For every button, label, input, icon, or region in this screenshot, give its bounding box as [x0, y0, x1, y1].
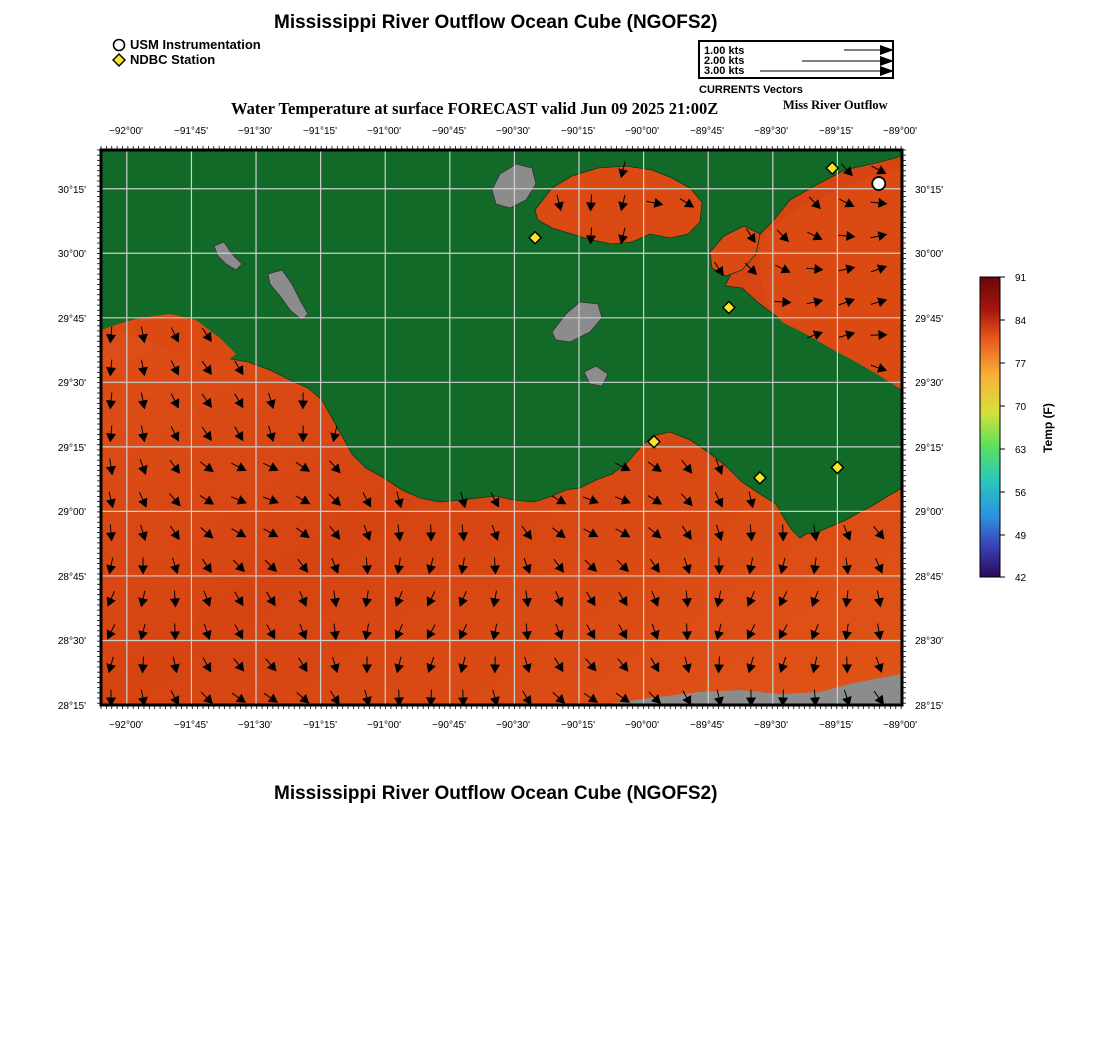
lon-label-bottom: −91°15' [303, 720, 337, 731]
lat-label-left: 30°15' [57, 185, 86, 196]
lat-label-right: 30°00' [915, 249, 944, 260]
colorbar-tick-label: 77 [1015, 359, 1027, 370]
colorbar-tick-label: 56 [1015, 488, 1027, 499]
colorbar-tick-label: 84 [1015, 316, 1027, 327]
vector-key-arrowhead-3 [880, 66, 894, 76]
lat-label-right: 29°15' [915, 443, 944, 454]
second-title: Mississippi River Outflow Ocean Cube (NGOFS2) [274, 783, 718, 804]
lon-label-top: −89°45' [690, 126, 724, 137]
lat-label-right: 28°45' [915, 572, 944, 583]
legend-usm-label: USM Instrumentation [130, 37, 261, 52]
colorbar-tick-label: 49 [1015, 531, 1027, 542]
colorbar-tick-label: 63 [1015, 445, 1027, 456]
lon-label-top: −92°00' [109, 126, 143, 137]
lon-label-bottom: −90°00' [625, 720, 659, 731]
lat-label-left: 28°30' [57, 636, 86, 647]
lat-label-right: 28°15' [915, 701, 944, 712]
lat-label-right: 29°45' [915, 314, 944, 325]
lon-label-bottom: −91°30' [238, 720, 272, 731]
lon-label-top: −89°15' [819, 126, 853, 137]
lat-label-left: 29°00' [57, 507, 86, 518]
lon-label-bottom: −89°30' [754, 720, 788, 731]
lon-label-top: −91°45' [174, 126, 208, 137]
lon-label-bottom: −89°45' [690, 720, 724, 731]
lat-label-right: 29°00' [915, 507, 944, 518]
legend-ndbc-label: NDBC Station [130, 52, 216, 67]
colorbar-tick-label: 91 [1015, 273, 1027, 284]
vector-key-arrows [700, 42, 896, 81]
vector-key-label-3: 3.00 kts [704, 65, 745, 77]
lon-label-bottom: −91°45' [174, 720, 208, 731]
lon-label-bottom: −90°15' [561, 720, 595, 731]
map-subtitle: Water Temperature at surface FORECAST valid Jun 09 2025 21:00Z [231, 99, 719, 118]
colorbar-tick-label: 70 [1015, 402, 1027, 413]
lon-label-bottom: −89°15' [819, 720, 853, 731]
lat-label-right: 29°30' [915, 378, 944, 389]
lat-label-left: 28°15' [57, 701, 86, 712]
lon-label-bottom: −90°45' [432, 720, 466, 731]
lat-label-left: 29°15' [57, 443, 86, 454]
lon-labels-bottom [109, 720, 917, 731]
vector-key-box [698, 40, 894, 79]
lon-label-top: −91°15' [303, 126, 337, 137]
lon-label-top: −89°30' [754, 126, 788, 137]
lon-label-top: −91°30' [238, 126, 272, 137]
lon-label-bottom: −89°00' [883, 720, 917, 731]
legend-usm [112, 37, 261, 52]
lon-label-top: −90°15' [561, 126, 595, 137]
colorbar-ramp [980, 277, 1000, 577]
lon-label-top: −89°00' [883, 126, 917, 137]
lat-label-left: 30°00' [57, 249, 86, 260]
vector-key-arrowhead-1 [880, 45, 894, 55]
map [0, 118, 960, 738]
main-title: Mississippi River Outflow Ocean Cube (NGOFS2) [274, 12, 718, 33]
vector-key-label-2: 2.00 kts [704, 55, 745, 67]
lat-label-right: 28°30' [915, 636, 944, 647]
lat-label-left: 29°45' [57, 314, 86, 325]
lon-label-bottom: −91°00' [367, 720, 401, 731]
vector-key-caption: CURRENTS Vectors [699, 84, 803, 96]
lon-label-top: −90°45' [432, 126, 466, 137]
lat-labels-left [58, 185, 86, 712]
legend-ndbc [112, 52, 215, 67]
colorbar-ticks [1000, 277, 1005, 577]
ndbc-legend-icon [112, 53, 126, 67]
usm-legend-icon [112, 38, 126, 52]
lon-label-bottom: −90°30' [496, 720, 530, 731]
lon-label-top: −91°00' [367, 126, 401, 137]
colorbar [970, 268, 1070, 588]
lon-label-bottom: −92°00' [109, 720, 143, 731]
vector-key-arrowhead-2 [880, 56, 894, 66]
colorbar-tick-label: 42 [1015, 573, 1027, 584]
colorbar-label: Temp (F) [1041, 403, 1055, 453]
lat-labels-right [915, 185, 943, 712]
lat-label-right: 30°15' [915, 185, 944, 196]
vector-key-label-1: 1.00 kts [704, 45, 745, 57]
lat-label-left: 29°30' [57, 378, 86, 389]
lat-label-left: 28°45' [57, 572, 86, 583]
usm-station-marker [872, 177, 885, 190]
region-label: Miss River Outflow [783, 98, 888, 112]
lon-label-top: −90°00' [625, 126, 659, 137]
lon-label-top: −90°30' [496, 126, 530, 137]
lon-labels-top [109, 126, 917, 137]
